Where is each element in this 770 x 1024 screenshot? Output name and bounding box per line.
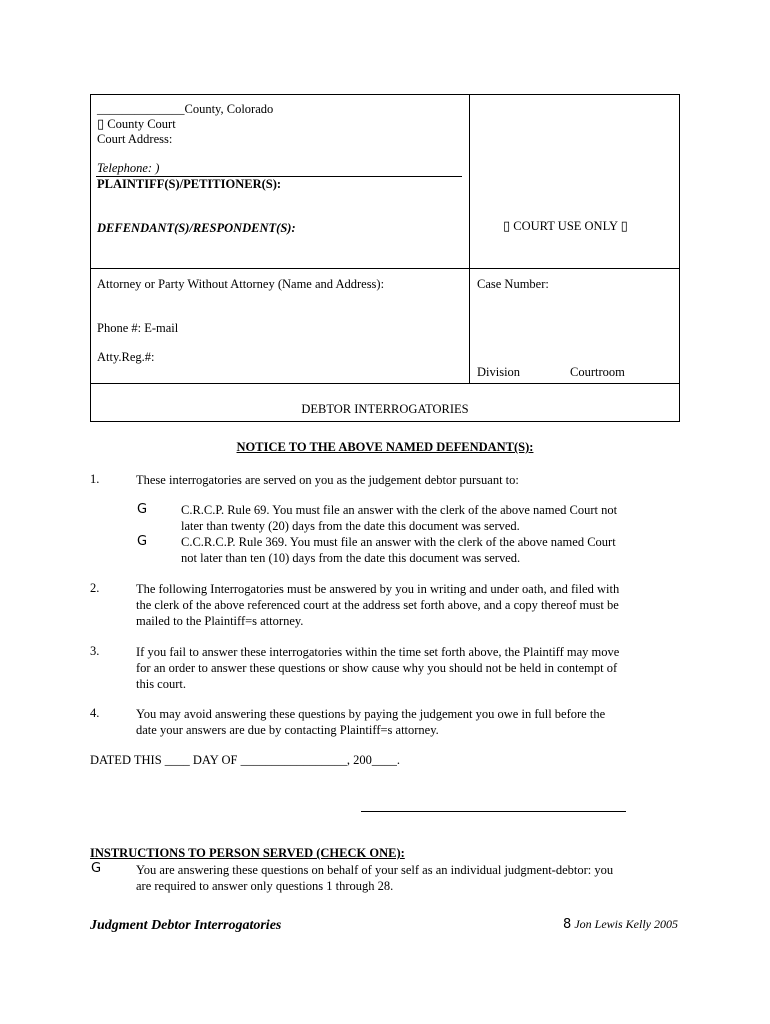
option-rule-369 (181, 534, 677, 566)
option-rule-69 (181, 502, 677, 534)
option-rule-69-line-2: later than twenty (20) days from the date this document was served. (181, 519, 520, 533)
paragraph-3-text (136, 644, 676, 692)
copyright-icon: 8 (563, 917, 572, 932)
instructions-option-individual (136, 862, 676, 894)
division: Division (477, 365, 521, 379)
paragraph-4-line-1: You may avoid answering these questions by paying the judgement you owe in full before the (136, 707, 606, 721)
defendant-label: DEFENDANT(S)/RESPONDENT(S): (97, 221, 296, 235)
checkbox-icon: ▯ (97, 117, 105, 132)
instructions-option-line-2: are required to answer only questions 1 through 28. (136, 879, 394, 893)
paragraph-2-line-1: The following Interrogatories must be answered by you in writing and under oath, and filed with (136, 582, 620, 596)
paragraph-2-line-2: the clerk of the above referenced court at the address set forth above, and a copy thereof must be (136, 598, 619, 612)
caption-divider-horizontal-2 (90, 383, 680, 384)
paragraph-4-number: 4. (90, 706, 100, 720)
dated-line: DATED THIS ____ DAY OF _________________, 200____. (90, 753, 400, 767)
case-number: Case Number: (477, 277, 549, 291)
paragraph-4-text (136, 706, 676, 738)
option-rule-369-line-2: not later than ten (10) days from the date this document was served. (181, 551, 521, 565)
option-rule-69-line-1: C.R.C.P. Rule 69. You must file an answer with the clerk of the above named Court not (181, 503, 618, 517)
court-use-only: ▯ COURT USE ONLY ▯ (503, 219, 628, 234)
plaintiff-label: PLAINTIFF(S)/PETITIONER(S): (97, 177, 282, 191)
courtroom: Courtroom (570, 365, 625, 379)
county-court: ▯ County Court (97, 117, 176, 132)
arrow-left-icon: ▯ (503, 219, 511, 234)
paragraph-2-text (136, 581, 676, 629)
copyright-text: Jon Lewis Kelly 2005 (574, 917, 678, 931)
court-address: Court Address: (97, 132, 173, 146)
caption-divider-horizontal-1 (90, 268, 680, 269)
paragraph-2-line-3: mailed to the Plaintiff=s attorney. (136, 614, 304, 628)
paragraph-3-line-1: If you fail to answer these interrogatories within the time set forth above, the Plaintiff may move (136, 645, 620, 659)
option-rule-369-line-1: C.C.R.C.P. Rule 369. You must file an answer with the clerk of the above named Court (181, 535, 616, 549)
atty-reg: Atty.Reg.#: (97, 350, 155, 364)
document-title: DEBTOR INTERROGATORIES (301, 402, 469, 416)
attorney-label: Attorney or Party Without Attorney (Name and Address): (97, 277, 385, 291)
phone-email: Phone #: E-mail (97, 321, 179, 335)
paragraph-2-number: 2. (90, 581, 100, 595)
county-line: ______________County, Colorado (97, 102, 274, 116)
paragraph-3-line-2: for an order to answer these questions or show cause why you should not be held in contempt of (136, 661, 618, 675)
paragraph-4-line-2: date your answers are due by contacting Plaintiff=s attorney. (136, 723, 439, 737)
footer-title: Judgment Debtor Interrogatories (90, 918, 282, 933)
paragraph-3-line-3: this court. (136, 677, 186, 691)
telephone: Telephone: ) (97, 161, 160, 175)
checkbox-rule-369[interactable]: G (137, 534, 148, 549)
paragraph-3-number: 3. (90, 644, 100, 658)
instructions-heading: INSTRUCTIONS TO PERSON SERVED (CHECK ONE): (90, 846, 405, 860)
instructions-option-line-1: You are answering these questions on behalf of your self as an individual judgment-debtor: you (136, 863, 614, 877)
footer-copyright (563, 917, 678, 932)
arrow-right-icon: ▯ (620, 219, 628, 234)
signature-line (361, 811, 626, 812)
checkbox-individual[interactable]: G (91, 861, 102, 876)
paragraph-1-number: 1. (90, 472, 100, 486)
caption-divider-vertical (469, 94, 470, 384)
paragraph-1-text: These interrogatories are served on you as the judgement debtor pursuant to: (136, 473, 519, 487)
checkbox-rule-69[interactable]: G (137, 502, 148, 517)
notice-heading: NOTICE TO THE ABOVE NAMED DEFENDANT(S): (236, 440, 534, 454)
